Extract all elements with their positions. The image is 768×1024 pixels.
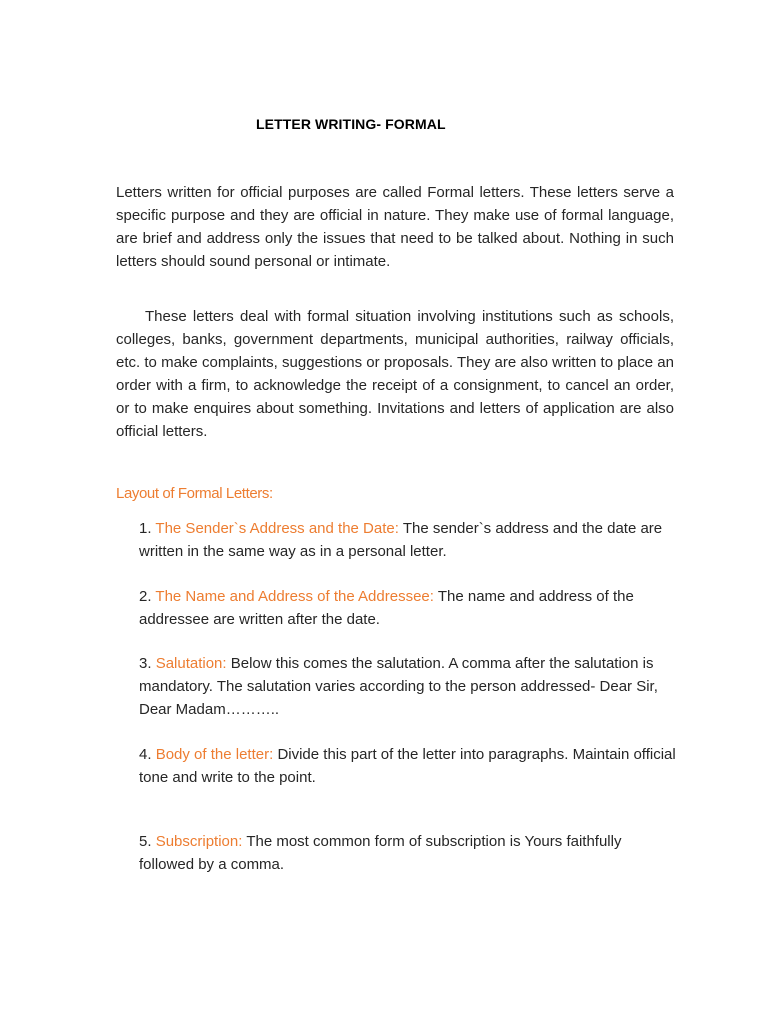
item-label: Subscription: — [155, 833, 243, 850]
item-label: Body of the letter: — [155, 746, 274, 763]
item-text: The sender`s address and the date are written in the same way as in a personal letter. — [139, 520, 663, 560]
item-text: The name and address of the addressee are written after the date. — [139, 588, 634, 628]
item-number: 1. — [139, 520, 152, 537]
item-number: 5. — [139, 833, 152, 850]
item-number: 2. — [139, 588, 152, 605]
item-number: 3. — [139, 655, 152, 672]
item-label: The Name and Address of the Addressee: — [155, 588, 434, 605]
item-text: Below this comes the salutation. A comma after the salutation is mandatory. The salutation varies according to the person addressed- Dear Sir, Dear Madam……….. — [139, 655, 658, 718]
layout-heading: Layout of Formal Letters: — [116, 485, 273, 502]
layout-item-subscription — [139, 830, 679, 876]
item-number: 4. — [139, 746, 152, 763]
layout-item-addressee — [139, 585, 679, 631]
item-label: The Sender`s Address and the Date: — [155, 520, 399, 537]
layout-item-salutation — [139, 652, 679, 721]
layout-item-senders-address — [139, 517, 679, 563]
item-text: The most common form of subscription is Yours faithfully followed by a comma. — [139, 833, 622, 873]
item-text: Divide this part of the letter into paragraphs. Maintain official tone and write to the point. — [139, 746, 676, 786]
usage-paragraph: These letters deal with formal situation involving institutions such as schools, colleges, banks, government departments, municipal authorities, railway officials, etc. to make complaints, suggestions or proposals. They are also written to place an order with a firm, to acknowledge the receipt of a consignment, to cancel an order, or to make enquires about something. Invitations and letters of application are also official letters. — [116, 308, 674, 440]
item-label: Salutation: — [155, 655, 227, 672]
document-title: LETTER WRITING- FORMAL — [256, 116, 446, 132]
intro-paragraph: Letters written for official purposes are called Formal letters. These letters serve a specific purpose and they are official in nature. They make use of formal language, are brief and address only the issues that need to be talked about. Nothing in such letters should sound personal or intimate. — [116, 184, 674, 270]
layout-item-body — [139, 743, 679, 789]
